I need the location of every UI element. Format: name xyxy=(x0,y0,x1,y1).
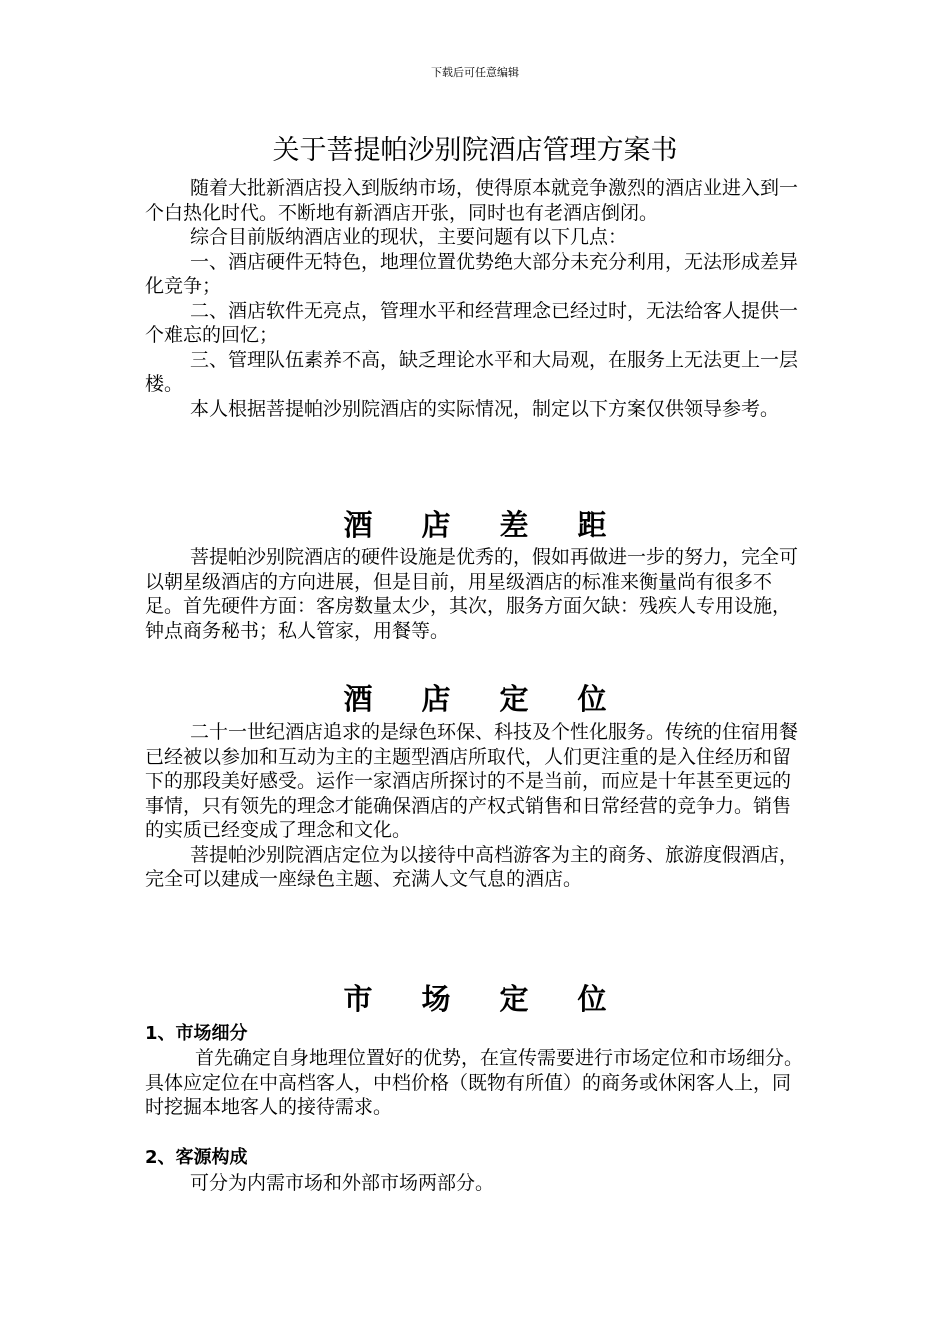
intro-paragraph-1: 随着大批新酒店投入到版纳市场，使得原本就竞争激烈的酒店业进入到一个白热化时代。不断地有新酒店开张，同时也有老酒店倒闭。 xyxy=(145,177,799,224)
positioning-paragraph-2: 菩提帕沙别院酒店定位为以接待中高档游客为主的商务、旅游度假酒店，完全可以建成一座绿色主题、充满人文气息的酒店。 xyxy=(145,843,799,890)
market-sub1-text: 首先确定自身地理位置好的优势，在宣传需要进行市场定位和市场细分。具体应定位在中高档客人，中档价格（既物有所值）的商务或休闲客人上，同时挖掘本地客人的接待需求。 xyxy=(145,1047,804,1118)
section-heading-market: 市场定位 xyxy=(343,982,656,1016)
market-sub2-title: 2、客源构成 xyxy=(145,1147,248,1168)
page-header: 下载后可任意编辑 xyxy=(431,66,519,79)
section-heading-gap: 酒店差距 xyxy=(343,508,656,542)
document-title: 关于菩提帕沙别院酒店管理方案书 xyxy=(272,135,678,166)
intro-paragraph-2: 综合目前版纳酒店业的现状，主要问题有以下几点： xyxy=(190,226,628,248)
section-heading-positioning: 酒店定位 xyxy=(343,682,656,716)
gap-paragraph: 菩提帕沙别院酒店的硬件设施是优秀的，假如再做进一步的努力，完全可以朝星级酒店的方向进展，但是目前，用星级酒店的标准来衡量尚有很多不足。首先硬件方面：客房数量太少，其次，服务方面欠缺：残疾人专用设施，钟点商务秘书；私人管家，用餐等。 xyxy=(145,546,799,642)
section-positioning-body xyxy=(145,720,805,892)
intro-conclusion: 本人根据菩提帕沙别院酒店的实际情况，制定以下方案仅供领导参考。 xyxy=(190,397,780,420)
market-sub1-body xyxy=(145,1046,805,1120)
intro-issue-1: 一、酒店硬件无特色，地理位置优势绝大部分未充分利用，无法形成差异化竞争； xyxy=(145,250,799,297)
market-sub2-text: 可分为内需市场和外部市场两部分。 xyxy=(190,1172,495,1194)
market-sub2-body xyxy=(145,1171,805,1196)
market-sub1-title: 1、市场细分 xyxy=(145,1023,248,1044)
positioning-paragraph-1: 二十一世纪酒店追求的是绿色环保、科技及个性化服务。传统的住宿用餐已经被以参加和互动为主的主题型酒店所取代，人们更注重的是入住经历和留下的那段美好感受。运作一家酒店所探讨的不是当前，而应是十年甚至更远的事情，只有领先的理念才能确保酒店的产权式销售和日常经营的竞争力。销售的实质已经变成了理念和文化。 xyxy=(145,721,799,841)
intro-issue-2: 二、酒店软件无亮点，管理水平和经营理念已经过时，无法给客人提供一个难忘的回忆； xyxy=(145,299,799,346)
intro-block xyxy=(145,176,805,421)
intro-issue-3: 三、管理队伍素养不高，缺乏理论水平和大局观，在服务上无法更上一层楼。 xyxy=(145,348,799,395)
section-gap-body xyxy=(145,545,805,643)
